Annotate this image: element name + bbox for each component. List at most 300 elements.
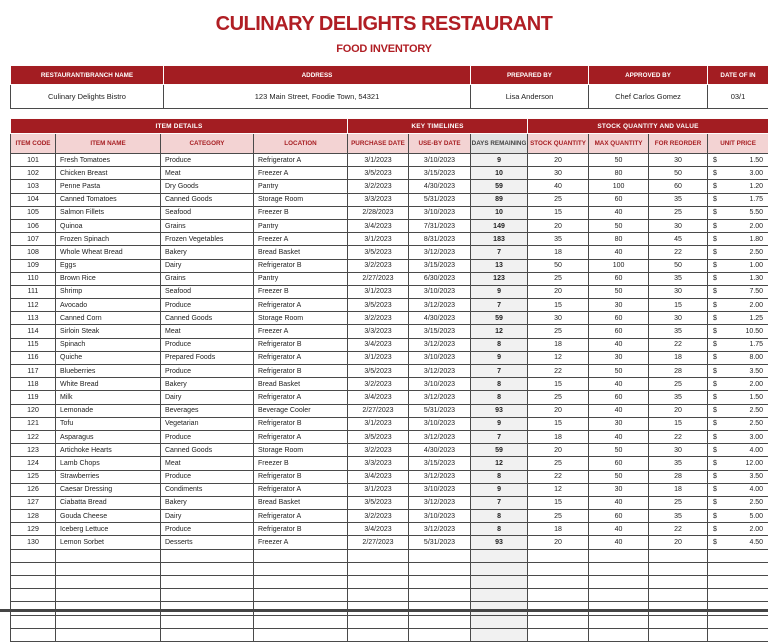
cell-stock-quantity[interactable]: 25 xyxy=(528,193,589,206)
cell-category[interactable]: Dairy xyxy=(161,510,254,523)
cell-purchase-date[interactable]: 2/27/2023 xyxy=(348,404,409,417)
cell-use-by-date[interactable]: 3/10/2023 xyxy=(409,285,471,298)
cell-for-reorder[interactable]: 25 xyxy=(649,496,708,509)
cell-days-remaining[interactable]: 7 xyxy=(471,246,528,259)
cell-item-name[interactable]: Frozen Spinach xyxy=(56,233,161,246)
cell-item-code[interactable]: 115 xyxy=(11,338,56,351)
cell-for-reorder[interactable]: 25 xyxy=(649,206,708,219)
cell-days-remaining[interactable] xyxy=(471,615,528,628)
cell-category[interactable] xyxy=(161,628,254,641)
cell-days-remaining[interactable]: 12 xyxy=(471,457,528,470)
cell-max-quantity[interactable] xyxy=(589,589,649,602)
cell-item-code[interactable]: 120 xyxy=(11,404,56,417)
cell-item-code[interactable]: 122 xyxy=(11,430,56,443)
cell-unit-price[interactable] xyxy=(708,325,768,338)
cell-item-name[interactable]: Quiche xyxy=(56,351,161,364)
cell-item-name[interactable]: Penne Pasta xyxy=(56,180,161,193)
cell-category[interactable]: Dairy xyxy=(161,391,254,404)
cell-days-remaining[interactable]: 149 xyxy=(471,219,528,232)
cell-item-name[interactable] xyxy=(56,628,161,641)
cell-location[interactable]: Refrigerator B xyxy=(254,338,348,351)
cell-stock-quantity[interactable]: 18 xyxy=(528,430,589,443)
cell-category[interactable]: Produce xyxy=(161,430,254,443)
cell-item-name[interactable]: Lemon Sorbet xyxy=(56,536,161,549)
cell-max-quantity[interactable]: 30 xyxy=(589,417,649,430)
cell-stock-quantity[interactable]: 22 xyxy=(528,365,589,378)
cell-for-reorder[interactable]: 18 xyxy=(649,483,708,496)
cell-max-quantity[interactable]: 60 xyxy=(589,510,649,523)
cell-item-name[interactable]: Canned Tomatoes xyxy=(56,193,161,206)
cell-stock-quantity[interactable]: 18 xyxy=(528,246,589,259)
cell-stock-quantity[interactable]: 12 xyxy=(528,351,589,364)
cell-unit-price[interactable] xyxy=(708,457,768,470)
cell-days-remaining[interactable]: 7 xyxy=(471,496,528,509)
cell-unit-price[interactable] xyxy=(708,404,768,417)
cell-item-code[interactable]: 129 xyxy=(11,523,56,536)
cell-use-by-date[interactable]: 3/15/2023 xyxy=(409,167,471,180)
cell-use-by-date[interactable]: 6/30/2023 xyxy=(409,272,471,285)
cell-item-code[interactable]: 123 xyxy=(11,444,56,457)
cell-purchase-date[interactable]: 3/4/2023 xyxy=(348,219,409,232)
cell-use-by-date[interactable] xyxy=(409,589,471,602)
cell-stock-quantity[interactable]: 20 xyxy=(528,285,589,298)
cell-purchase-date[interactable]: 3/1/2023 xyxy=(348,351,409,364)
cell-category[interactable]: Canned Goods xyxy=(161,193,254,206)
cell-unit-price[interactable] xyxy=(708,562,768,575)
cell-item-code[interactable] xyxy=(11,576,56,589)
cell-for-reorder[interactable]: 35 xyxy=(649,325,708,338)
cell-stock-quantity[interactable]: 20 xyxy=(528,536,589,549)
cell-category[interactable]: Bakery xyxy=(161,378,254,391)
cell-max-quantity[interactable] xyxy=(589,549,649,562)
cell-unit-price[interactable] xyxy=(708,430,768,443)
cell-max-quantity[interactable]: 80 xyxy=(589,167,649,180)
cell-for-reorder[interactable]: 25 xyxy=(649,378,708,391)
cell-for-reorder[interactable]: 35 xyxy=(649,272,708,285)
cell-unit-price[interactable] xyxy=(708,417,768,430)
cell-max-quantity[interactable]: 60 xyxy=(589,391,649,404)
cell-item-code[interactable]: 117 xyxy=(11,365,56,378)
cell-item-name[interactable]: Strawberries xyxy=(56,470,161,483)
cell-stock-quantity[interactable]: 25 xyxy=(528,510,589,523)
cell-category[interactable]: Bakery xyxy=(161,246,254,259)
cell-item-name[interactable] xyxy=(56,562,161,575)
cell-category[interactable]: Prepared Foods xyxy=(161,351,254,364)
cell-item-code[interactable]: 119 xyxy=(11,391,56,404)
cell-days-remaining[interactable]: 8 xyxy=(471,510,528,523)
cell-purchase-date[interactable] xyxy=(348,628,409,641)
cell-item-code[interactable]: 107 xyxy=(11,233,56,246)
cell-unit-price[interactable] xyxy=(708,365,768,378)
cell-item-name[interactable]: White Bread xyxy=(56,378,161,391)
cell-stock-quantity[interactable]: 25 xyxy=(528,391,589,404)
cell-use-by-date[interactable] xyxy=(409,549,471,562)
info-value-address[interactable]: 123 Main Street, Foodie Town, 54321 xyxy=(164,85,471,109)
cell-location[interactable] xyxy=(254,562,348,575)
cell-unit-price[interactable] xyxy=(708,246,768,259)
cell-category[interactable] xyxy=(161,589,254,602)
cell-item-code[interactable]: 101 xyxy=(11,154,56,167)
cell-stock-quantity[interactable]: 15 xyxy=(528,417,589,430)
cell-location[interactable]: Pantry xyxy=(254,272,348,285)
cell-days-remaining[interactable]: 59 xyxy=(471,180,528,193)
cell-category[interactable]: Dairy xyxy=(161,259,254,272)
cell-unit-price[interactable] xyxy=(708,338,768,351)
cell-unit-price[interactable] xyxy=(708,536,768,549)
cell-days-remaining[interactable]: 7 xyxy=(471,299,528,312)
cell-stock-quantity[interactable]: 35 xyxy=(528,233,589,246)
cell-use-by-date[interactable]: 3/10/2023 xyxy=(409,483,471,496)
cell-for-reorder[interactable]: 35 xyxy=(649,457,708,470)
cell-unit-price[interactable] xyxy=(708,628,768,641)
cell-purchase-date[interactable]: 3/1/2023 xyxy=(348,483,409,496)
cell-location[interactable]: Refrigerator A xyxy=(254,430,348,443)
cell-max-quantity[interactable]: 50 xyxy=(589,219,649,232)
cell-purchase-date[interactable]: 3/2/2023 xyxy=(348,180,409,193)
cell-location[interactable]: Refrigerator B xyxy=(254,470,348,483)
cell-max-quantity[interactable]: 60 xyxy=(589,325,649,338)
cell-max-quantity[interactable]: 40 xyxy=(589,536,649,549)
cell-days-remaining[interactable] xyxy=(471,589,528,602)
cell-location[interactable]: Refrigerator B xyxy=(254,523,348,536)
cell-category[interactable]: Beverages xyxy=(161,404,254,417)
cell-max-quantity[interactable]: 50 xyxy=(589,444,649,457)
cell-stock-quantity[interactable]: 15 xyxy=(528,496,589,509)
cell-purchase-date[interactable]: 3/5/2023 xyxy=(348,299,409,312)
cell-category[interactable]: Meat xyxy=(161,167,254,180)
cell-use-by-date[interactable]: 3/10/2023 xyxy=(409,351,471,364)
cell-max-quantity[interactable]: 30 xyxy=(589,483,649,496)
cell-item-name[interactable]: Lemonade xyxy=(56,404,161,417)
cell-use-by-date[interactable]: 3/10/2023 xyxy=(409,206,471,219)
cell-for-reorder[interactable]: 18 xyxy=(649,351,708,364)
cell-for-reorder[interactable]: 35 xyxy=(649,391,708,404)
cell-for-reorder[interactable]: 50 xyxy=(649,167,708,180)
cell-item-name[interactable] xyxy=(56,589,161,602)
cell-for-reorder[interactable]: 35 xyxy=(649,193,708,206)
cell-category[interactable]: Produce xyxy=(161,470,254,483)
cell-category[interactable]: Condiments xyxy=(161,483,254,496)
cell-for-reorder[interactable]: 22 xyxy=(649,338,708,351)
cell-days-remaining[interactable]: 8 xyxy=(471,470,528,483)
cell-location[interactable]: Storage Room xyxy=(254,193,348,206)
cell-use-by-date[interactable]: 3/10/2023 xyxy=(409,510,471,523)
cell-category[interactable]: Bakery xyxy=(161,496,254,509)
cell-for-reorder[interactable]: 30 xyxy=(649,154,708,167)
cell-unit-price[interactable] xyxy=(708,483,768,496)
cell-category[interactable] xyxy=(161,562,254,575)
cell-days-remaining[interactable]: 9 xyxy=(471,154,528,167)
cell-location[interactable]: Pantry xyxy=(254,180,348,193)
cell-unit-price[interactable] xyxy=(708,470,768,483)
cell-category[interactable] xyxy=(161,549,254,562)
cell-unit-price[interactable] xyxy=(708,615,768,628)
cell-category[interactable]: Dry Goods xyxy=(161,180,254,193)
cell-days-remaining[interactable]: 93 xyxy=(471,536,528,549)
cell-unit-price[interactable] xyxy=(708,219,768,232)
cell-purchase-date[interactable] xyxy=(348,615,409,628)
cell-unit-price[interactable] xyxy=(708,523,768,536)
cell-max-quantity[interactable]: 80 xyxy=(589,233,649,246)
cell-use-by-date[interactable]: 3/10/2023 xyxy=(409,154,471,167)
cell-item-name[interactable]: Asparagus xyxy=(56,430,161,443)
cell-location[interactable]: Refrigerator A xyxy=(254,154,348,167)
cell-stock-quantity[interactable]: 25 xyxy=(528,272,589,285)
cell-days-remaining[interactable]: 123 xyxy=(471,272,528,285)
cell-unit-price[interactable] xyxy=(708,167,768,180)
cell-days-remaining[interactable]: 8 xyxy=(471,378,528,391)
cell-days-remaining[interactable]: 59 xyxy=(471,444,528,457)
cell-use-by-date[interactable]: 3/12/2023 xyxy=(409,246,471,259)
cell-days-remaining[interactable]: 13 xyxy=(471,259,528,272)
cell-for-reorder[interactable]: 20 xyxy=(649,536,708,549)
cell-item-name[interactable] xyxy=(56,615,161,628)
cell-use-by-date[interactable]: 3/12/2023 xyxy=(409,391,471,404)
cell-item-name[interactable] xyxy=(56,576,161,589)
cell-purchase-date[interactable]: 3/3/2023 xyxy=(348,193,409,206)
cell-for-reorder[interactable]: 22 xyxy=(649,246,708,259)
cell-max-quantity[interactable]: 100 xyxy=(589,259,649,272)
cell-category[interactable]: Frozen Vegetables xyxy=(161,233,254,246)
cell-unit-price[interactable] xyxy=(708,259,768,272)
cell-stock-quantity[interactable]: 15 xyxy=(528,299,589,312)
cell-purchase-date[interactable]: 3/3/2023 xyxy=(348,325,409,338)
cell-max-quantity[interactable]: 40 xyxy=(589,206,649,219)
cell-for-reorder[interactable]: 22 xyxy=(649,523,708,536)
cell-stock-quantity[interactable]: 30 xyxy=(528,167,589,180)
cell-max-quantity[interactable]: 40 xyxy=(589,523,649,536)
cell-item-code[interactable]: 110 xyxy=(11,272,56,285)
cell-for-reorder[interactable]: 20 xyxy=(649,404,708,417)
cell-use-by-date[interactable]: 8/31/2023 xyxy=(409,233,471,246)
cell-category[interactable]: Canned Goods xyxy=(161,444,254,457)
cell-purchase-date[interactable]: 3/5/2023 xyxy=(348,246,409,259)
cell-for-reorder[interactable]: 15 xyxy=(649,299,708,312)
cell-item-code[interactable]: 126 xyxy=(11,483,56,496)
cell-location[interactable]: Freezer A xyxy=(254,233,348,246)
cell-purchase-date[interactable]: 3/2/2023 xyxy=(348,444,409,457)
cell-stock-quantity[interactable]: 25 xyxy=(528,325,589,338)
cell-item-name[interactable]: Sirloin Steak xyxy=(56,325,161,338)
cell-category[interactable] xyxy=(161,576,254,589)
cell-location[interactable] xyxy=(254,549,348,562)
cell-item-code[interactable]: 105 xyxy=(11,206,56,219)
cell-location[interactable]: Refrigerator A xyxy=(254,510,348,523)
cell-category[interactable] xyxy=(161,615,254,628)
cell-item-code[interactable] xyxy=(11,562,56,575)
cell-for-reorder[interactable]: 28 xyxy=(649,365,708,378)
cell-category[interactable]: Seafood xyxy=(161,285,254,298)
cell-stock-quantity[interactable]: 50 xyxy=(528,259,589,272)
cell-for-reorder[interactable]: 50 xyxy=(649,259,708,272)
cell-category[interactable]: Produce xyxy=(161,154,254,167)
cell-location[interactable]: Refrigerator A xyxy=(254,351,348,364)
cell-days-remaining[interactable]: 8 xyxy=(471,391,528,404)
cell-days-remaining[interactable]: 7 xyxy=(471,365,528,378)
cell-for-reorder[interactable]: 35 xyxy=(649,510,708,523)
cell-for-reorder[interactable]: 30 xyxy=(649,285,708,298)
cell-max-quantity[interactable]: 60 xyxy=(589,272,649,285)
cell-purchase-date[interactable]: 3/1/2023 xyxy=(348,233,409,246)
cell-use-by-date[interactable]: 3/12/2023 xyxy=(409,299,471,312)
cell-for-reorder[interactable]: 45 xyxy=(649,233,708,246)
cell-item-name[interactable]: Shrimp xyxy=(56,285,161,298)
cell-location[interactable]: Beverage Cooler xyxy=(254,404,348,417)
cell-purchase-date[interactable]: 2/27/2023 xyxy=(348,272,409,285)
cell-days-remaining[interactable]: 93 xyxy=(471,404,528,417)
cell-item-name[interactable]: Iceberg Lettuce xyxy=(56,523,161,536)
cell-for-reorder[interactable]: 30 xyxy=(649,312,708,325)
cell-use-by-date[interactable] xyxy=(409,576,471,589)
cell-max-quantity[interactable] xyxy=(589,615,649,628)
cell-max-quantity[interactable]: 60 xyxy=(589,312,649,325)
cell-item-code[interactable]: 113 xyxy=(11,312,56,325)
cell-unit-price[interactable] xyxy=(708,233,768,246)
cell-days-remaining[interactable]: 9 xyxy=(471,285,528,298)
cell-stock-quantity[interactable] xyxy=(528,628,589,641)
cell-stock-quantity[interactable] xyxy=(528,549,589,562)
cell-item-code[interactable]: 106 xyxy=(11,219,56,232)
cell-item-code[interactable] xyxy=(11,628,56,641)
cell-item-name[interactable]: Gouda Cheese xyxy=(56,510,161,523)
cell-item-name[interactable]: Avocado xyxy=(56,299,161,312)
cell-for-reorder[interactable] xyxy=(649,628,708,641)
cell-item-name[interactable]: Artichoke Hearts xyxy=(56,444,161,457)
cell-days-remaining[interactable]: 7 xyxy=(471,430,528,443)
cell-purchase-date[interactable]: 3/5/2023 xyxy=(348,430,409,443)
cell-use-by-date[interactable]: 3/12/2023 xyxy=(409,470,471,483)
cell-use-by-date[interactable]: 3/10/2023 xyxy=(409,417,471,430)
cell-purchase-date[interactable]: 3/4/2023 xyxy=(348,470,409,483)
cell-use-by-date[interactable]: 3/12/2023 xyxy=(409,430,471,443)
cell-unit-price[interactable] xyxy=(708,589,768,602)
cell-stock-quantity[interactable]: 22 xyxy=(528,470,589,483)
cell-days-remaining[interactable]: 89 xyxy=(471,193,528,206)
cell-max-quantity[interactable]: 50 xyxy=(589,154,649,167)
cell-item-code[interactable]: 102 xyxy=(11,167,56,180)
cell-item-code[interactable] xyxy=(11,589,56,602)
cell-for-reorder[interactable] xyxy=(649,589,708,602)
cell-category[interactable]: Grains xyxy=(161,272,254,285)
cell-use-by-date[interactable]: 3/15/2023 xyxy=(409,325,471,338)
cell-stock-quantity[interactable]: 18 xyxy=(528,523,589,536)
cell-max-quantity[interactable]: 40 xyxy=(589,378,649,391)
cell-max-quantity[interactable]: 40 xyxy=(589,246,649,259)
cell-max-quantity[interactable] xyxy=(589,628,649,641)
cell-item-code[interactable] xyxy=(11,615,56,628)
cell-item-name[interactable]: Brown Rice xyxy=(56,272,161,285)
cell-stock-quantity[interactable] xyxy=(528,562,589,575)
cell-max-quantity[interactable] xyxy=(589,562,649,575)
cell-for-reorder[interactable]: 30 xyxy=(649,444,708,457)
cell-use-by-date[interactable]: 3/12/2023 xyxy=(409,523,471,536)
cell-for-reorder[interactable]: 22 xyxy=(649,430,708,443)
cell-purchase-date[interactable]: 3/2/2023 xyxy=(348,510,409,523)
cell-item-code[interactable]: 130 xyxy=(11,536,56,549)
cell-days-remaining[interactable]: 10 xyxy=(471,167,528,180)
cell-purchase-date[interactable]: 3/2/2023 xyxy=(348,259,409,272)
cell-item-code[interactable]: 114 xyxy=(11,325,56,338)
cell-category[interactable]: Meat xyxy=(161,325,254,338)
cell-purchase-date[interactable] xyxy=(348,562,409,575)
cell-location[interactable] xyxy=(254,628,348,641)
cell-purchase-date[interactable]: 3/2/2023 xyxy=(348,378,409,391)
cell-category[interactable]: Meat xyxy=(161,457,254,470)
cell-use-by-date[interactable] xyxy=(409,628,471,641)
cell-use-by-date[interactable]: 4/30/2023 xyxy=(409,444,471,457)
cell-location[interactable]: Storage Room xyxy=(254,444,348,457)
info-value-restaurant[interactable]: Culinary Delights Bistro xyxy=(11,85,164,109)
cell-stock-quantity[interactable]: 12 xyxy=(528,483,589,496)
cell-purchase-date[interactable] xyxy=(348,549,409,562)
cell-category[interactable]: Vegetarian xyxy=(161,417,254,430)
cell-max-quantity[interactable]: 50 xyxy=(589,285,649,298)
cell-purchase-date[interactable]: 3/5/2023 xyxy=(348,365,409,378)
cell-location[interactable] xyxy=(254,589,348,602)
cell-item-code[interactable]: 111 xyxy=(11,285,56,298)
cell-item-name[interactable] xyxy=(56,549,161,562)
cell-purchase-date[interactable]: 2/27/2023 xyxy=(348,536,409,549)
cell-item-code[interactable]: 124 xyxy=(11,457,56,470)
cell-unit-price[interactable] xyxy=(708,378,768,391)
cell-location[interactable]: Refrigerator B xyxy=(254,417,348,430)
cell-item-code[interactable]: 104 xyxy=(11,193,56,206)
cell-stock-quantity[interactable]: 15 xyxy=(528,206,589,219)
cell-item-name[interactable]: Canned Corn xyxy=(56,312,161,325)
cell-category[interactable]: Produce xyxy=(161,523,254,536)
cell-purchase-date[interactable]: 3/5/2023 xyxy=(348,167,409,180)
cell-use-by-date[interactable]: 5/31/2023 xyxy=(409,536,471,549)
cell-stock-quantity[interactable]: 25 xyxy=(528,457,589,470)
cell-location[interactable]: Refrigerator B xyxy=(254,365,348,378)
cell-purchase-date[interactable]: 3/3/2023 xyxy=(348,457,409,470)
cell-unit-price[interactable] xyxy=(708,285,768,298)
cell-location[interactable]: Freezer A xyxy=(254,167,348,180)
cell-item-code[interactable]: 125 xyxy=(11,470,56,483)
info-value-date[interactable]: 03/1 xyxy=(708,85,768,109)
cell-for-reorder[interactable] xyxy=(649,549,708,562)
cell-use-by-date[interactable] xyxy=(409,615,471,628)
cell-for-reorder[interactable]: 60 xyxy=(649,180,708,193)
cell-for-reorder[interactable] xyxy=(649,562,708,575)
cell-purchase-date[interactable]: 3/4/2023 xyxy=(348,523,409,536)
cell-unit-price[interactable] xyxy=(708,549,768,562)
cell-item-code[interactable]: 103 xyxy=(11,180,56,193)
cell-days-remaining[interactable]: 12 xyxy=(471,325,528,338)
cell-stock-quantity[interactable]: 40 xyxy=(528,180,589,193)
cell-for-reorder[interactable]: 28 xyxy=(649,470,708,483)
cell-item-code[interactable]: 118 xyxy=(11,378,56,391)
cell-category[interactable]: Desserts xyxy=(161,536,254,549)
cell-item-name[interactable]: Tofu xyxy=(56,417,161,430)
cell-unit-price[interactable] xyxy=(708,444,768,457)
cell-item-code[interactable]: 127 xyxy=(11,496,56,509)
cell-unit-price[interactable] xyxy=(708,312,768,325)
cell-category[interactable]: Grains xyxy=(161,219,254,232)
cell-item-code[interactable]: 112 xyxy=(11,299,56,312)
cell-item-name[interactable]: Quinoa xyxy=(56,219,161,232)
cell-category[interactable]: Canned Goods xyxy=(161,312,254,325)
cell-item-code[interactable]: 121 xyxy=(11,417,56,430)
cell-unit-price[interactable] xyxy=(708,299,768,312)
cell-unit-price[interactable] xyxy=(708,193,768,206)
cell-unit-price[interactable] xyxy=(708,576,768,589)
cell-stock-quantity[interactable]: 18 xyxy=(528,338,589,351)
cell-days-remaining[interactable]: 8 xyxy=(471,338,528,351)
cell-stock-quantity[interactable] xyxy=(528,589,589,602)
cell-category[interactable]: Produce xyxy=(161,365,254,378)
cell-unit-price[interactable] xyxy=(708,272,768,285)
